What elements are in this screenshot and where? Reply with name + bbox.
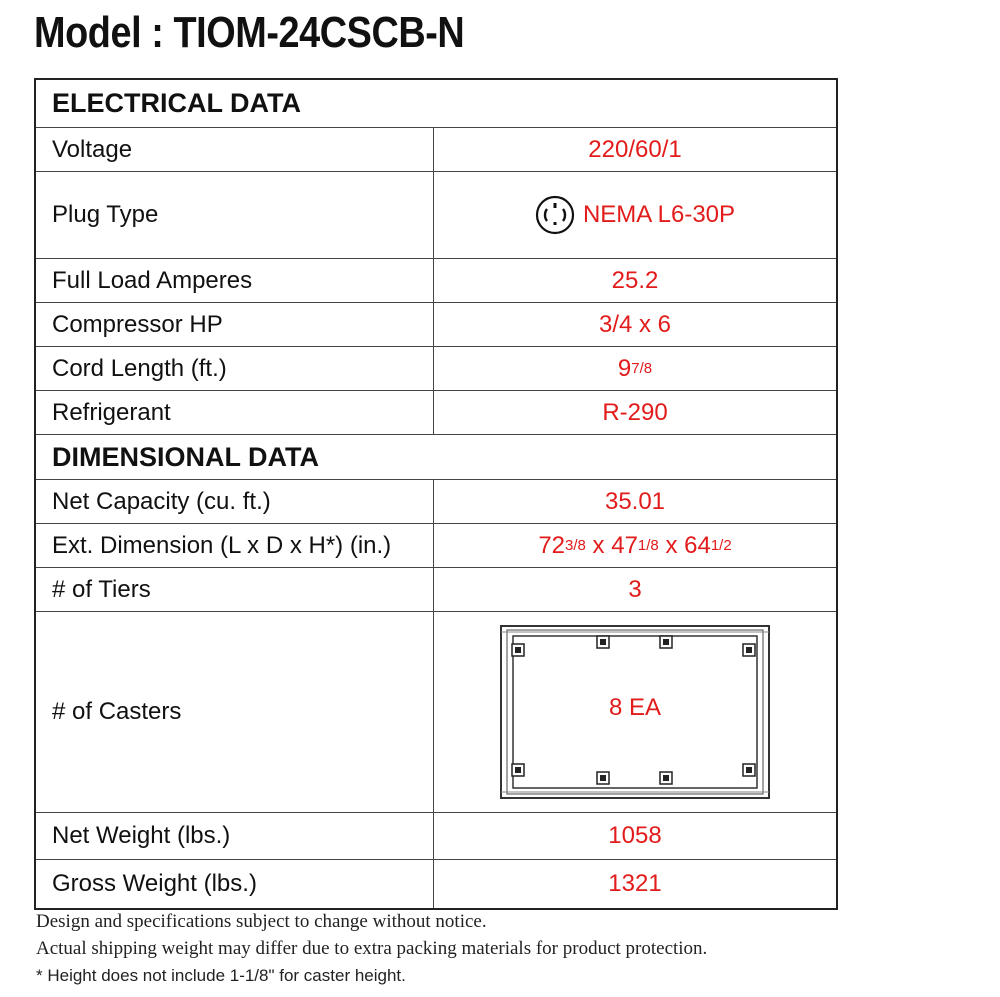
row-label: Voltage xyxy=(36,128,434,171)
row-value: 35.01 xyxy=(604,487,666,515)
row-full-load-amperes xyxy=(36,258,836,302)
row-net-capacity xyxy=(36,479,836,523)
row-value xyxy=(434,612,836,812)
row-label: Cord Length (ft.) xyxy=(36,347,434,390)
row-label: Gross Weight (lbs.) xyxy=(36,860,434,908)
row-casters xyxy=(36,611,836,812)
row-plug-type xyxy=(36,171,836,258)
separator: x xyxy=(658,531,685,559)
row-gross-weight xyxy=(36,859,836,908)
length-whole: 72 xyxy=(538,531,566,559)
row-label: Refrigerant xyxy=(36,391,434,434)
row-value: 1321 xyxy=(608,870,662,897)
cord-length-fraction: 7/8 xyxy=(631,360,653,377)
row-label: Ext. Dimension (L x D x H*) (in.) xyxy=(36,524,434,567)
note-design-change: Design and specifications subject to change without notice. xyxy=(36,911,487,932)
separator: x xyxy=(585,531,612,559)
cord-length-whole: 9 xyxy=(617,354,632,382)
note-shipping-weight: Actual shipping weight may differ due to extra packing materials for product protection. xyxy=(36,938,708,959)
row-value: R-290 xyxy=(602,398,668,426)
note-height: * Height does not include 1-1/8" for caster height. xyxy=(36,966,406,985)
row-label: # of Casters xyxy=(36,612,434,812)
height-whole: 64 xyxy=(684,531,711,559)
row-value: 1058 xyxy=(608,822,662,849)
row-label: # of Tiers xyxy=(36,568,434,611)
row-net-weight xyxy=(36,812,836,859)
row-refrigerant xyxy=(36,390,836,434)
row-value xyxy=(434,524,836,567)
nema-plug-icon xyxy=(535,195,575,235)
plug-type-value: NEMA L6-30P xyxy=(582,201,736,228)
length-fraction: 3/8 xyxy=(565,537,586,554)
caster-layout-diagram xyxy=(497,622,773,802)
depth-whole: 47 xyxy=(611,531,638,559)
row-ext-dimension xyxy=(36,523,836,567)
row-label: Plug Type xyxy=(36,172,434,258)
row-label: Compressor HP xyxy=(36,303,434,346)
section-electrical-header: ELECTRICAL DATA xyxy=(52,88,301,118)
row-voltage xyxy=(36,127,836,171)
section-dimensional-header: DIMENSIONAL DATA xyxy=(36,434,836,479)
row-compressor-hp xyxy=(36,302,836,346)
row-value: 25.2 xyxy=(611,266,659,294)
row-value xyxy=(434,347,836,390)
spec-table xyxy=(34,78,838,910)
footnotes xyxy=(36,908,707,989)
row-label: Net Capacity (cu. ft.) xyxy=(36,480,434,523)
row-value: 3/4 x 6 xyxy=(598,310,672,338)
row-label: Net Weight (lbs.) xyxy=(36,813,434,859)
page-title: Model : TIOM-24CSCB-N xyxy=(34,8,465,57)
depth-fraction: 1/8 xyxy=(637,537,659,554)
row-value xyxy=(434,172,836,258)
row-value: 3 xyxy=(628,575,642,603)
row-tiers xyxy=(36,567,836,611)
height-fraction: 1/2 xyxy=(710,537,732,554)
row-cord-length xyxy=(36,346,836,390)
row-value: 220/60/1 xyxy=(588,135,682,163)
casters-value: 8 EA xyxy=(608,694,662,721)
row-label: Full Load Amperes xyxy=(36,259,434,302)
